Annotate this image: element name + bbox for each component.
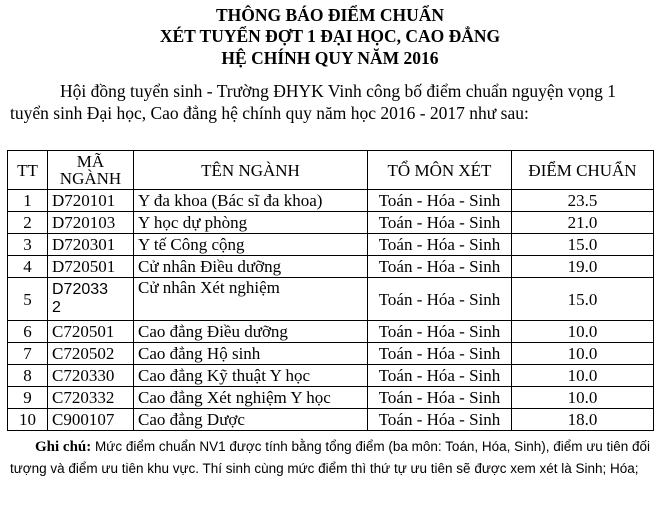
header-code <box>48 151 134 190</box>
cell-name: Cao đẳng Hộ sinh <box>134 343 368 365</box>
table-row <box>8 278 654 321</box>
cell-score: 15.0 <box>512 234 654 256</box>
note-label: Ghi chú: <box>35 439 92 455</box>
cell-code-line2: 2 <box>52 299 61 316</box>
cell-name: Cử nhân Xét nghiệm <box>134 278 368 321</box>
cell-subjects: Toán - Hóa - Sinh <box>368 343 512 365</box>
table-header-row <box>8 151 654 190</box>
title-line-1: THÔNG BÁO ĐIỂM CHUẨN <box>216 5 444 25</box>
cell-subjects: Toán - Hóa - Sinh <box>368 190 512 212</box>
header-subjects: TỔ MÔN XÉT <box>368 151 512 190</box>
cell-name: Cao đẳng Dược <box>134 409 368 431</box>
cell-score: 10.0 <box>512 343 654 365</box>
cell-subjects: Toán - Hóa - Sinh <box>368 365 512 387</box>
header-score: ĐIỂM CHUẨN <box>512 151 654 190</box>
cell-code: D720501 <box>48 256 134 278</box>
table-row <box>8 256 654 278</box>
header-name: TÊN NGÀNH <box>134 151 368 190</box>
cell-score: 18.0 <box>512 409 654 431</box>
cell-name: Y học dự phòng <box>134 212 368 234</box>
cell-subjects: Toán - Hóa - Sinh <box>368 256 512 278</box>
cell-tt: 10 <box>8 409 48 431</box>
cell-subjects: Toán - Hóa - Sinh <box>368 409 512 431</box>
cell-subjects: Toán - Hóa - Sinh <box>368 212 512 234</box>
intro-paragraph: Hội đồng tuyển sinh - Trường ĐHYK Vinh công bố điểm chuẩn nguyện vọng 1 tuyển sinh Đại học, Cao đẳng hệ chính quy năm học 2016 - 2017 như sau: <box>10 81 616 123</box>
cell-name: Cao đẳng Kỹ thuật Y học <box>134 365 368 387</box>
table-row <box>8 387 654 409</box>
note-paragraph <box>10 436 655 480</box>
table-row <box>8 234 654 256</box>
table-row <box>8 365 654 387</box>
cell-score: 10.0 <box>512 365 654 387</box>
cell-subjects: Toán - Hóa - Sinh <box>368 321 512 343</box>
cell-tt: 2 <box>8 212 48 234</box>
table-row <box>8 321 654 343</box>
cell-code: C720501 <box>48 321 134 343</box>
cell-subjects: Toán - Hóa - Sinh <box>368 234 512 256</box>
cell-name: Cao đẳng Điều dưỡng <box>134 321 368 343</box>
cell-score: 15.0 <box>512 278 654 321</box>
cell-code: C900107 <box>48 409 134 431</box>
cell-tt: 4 <box>8 256 48 278</box>
header-tt: TT <box>8 151 48 190</box>
cell-code: D720101 <box>48 190 134 212</box>
table-row <box>8 409 654 431</box>
cell-code: C720332 <box>48 387 134 409</box>
header-code-line1: MÃ <box>76 152 105 171</box>
cell-name: Y đa khoa (Bác sĩ đa khoa) <box>134 190 368 212</box>
cell-code: C720330 <box>48 365 134 387</box>
cell-subjects: Toán - Hóa - Sinh <box>368 278 512 321</box>
cell-score: 10.0 <box>512 387 654 409</box>
cell-code: D720103 <box>48 212 134 234</box>
table-row <box>8 190 654 212</box>
cell-tt: 3 <box>8 234 48 256</box>
table-row <box>8 343 654 365</box>
cell-code <box>48 278 134 321</box>
cell-code: D720301 <box>48 234 134 256</box>
title-line-3: HỆ CHÍNH QUY NĂM 2016 <box>221 48 439 68</box>
cell-tt: 5 <box>8 278 48 321</box>
title-line-2: XÉT TUYỂN ĐỢT 1 ĐẠI HỌC, CAO ĐẲNG <box>159 26 501 46</box>
cell-subjects: Toán - Hóa - Sinh <box>368 387 512 409</box>
cell-name: Cao đẳng Xét nghiệm Y học <box>134 387 368 409</box>
table-row <box>8 212 654 234</box>
cell-tt: 6 <box>8 321 48 343</box>
cell-tt: 9 <box>8 387 48 409</box>
cell-tt: 8 <box>8 365 48 387</box>
cell-name: Cử nhân Điều dưỡng <box>134 256 368 278</box>
cell-name: Y tế Công cộng <box>134 234 368 256</box>
cell-score: 21.0 <box>512 212 654 234</box>
cell-tt: 7 <box>8 343 48 365</box>
note-text: Mức điểm chuẩn NV1 được tính bằng tổng điểm (ba môn: Toán, Hóa, Sinh), điểm ưu tiên đối tượng và điểm ưu tiên khu vực. Thí sinh cùng mức điểm thì thứ tự ưu tiên sẽ được xem xét là Sinh; Hóa; <box>10 439 651 476</box>
cell-score: 19.0 <box>512 256 654 278</box>
cell-code: C720502 <box>48 343 134 365</box>
score-table <box>7 150 654 431</box>
cell-code-line1: D72033 <box>52 281 109 298</box>
cell-score: 10.0 <box>512 321 654 343</box>
header-code-line2: NGÀNH <box>59 169 122 188</box>
cell-score: 23.5 <box>512 190 654 212</box>
cell-tt: 1 <box>8 190 48 212</box>
